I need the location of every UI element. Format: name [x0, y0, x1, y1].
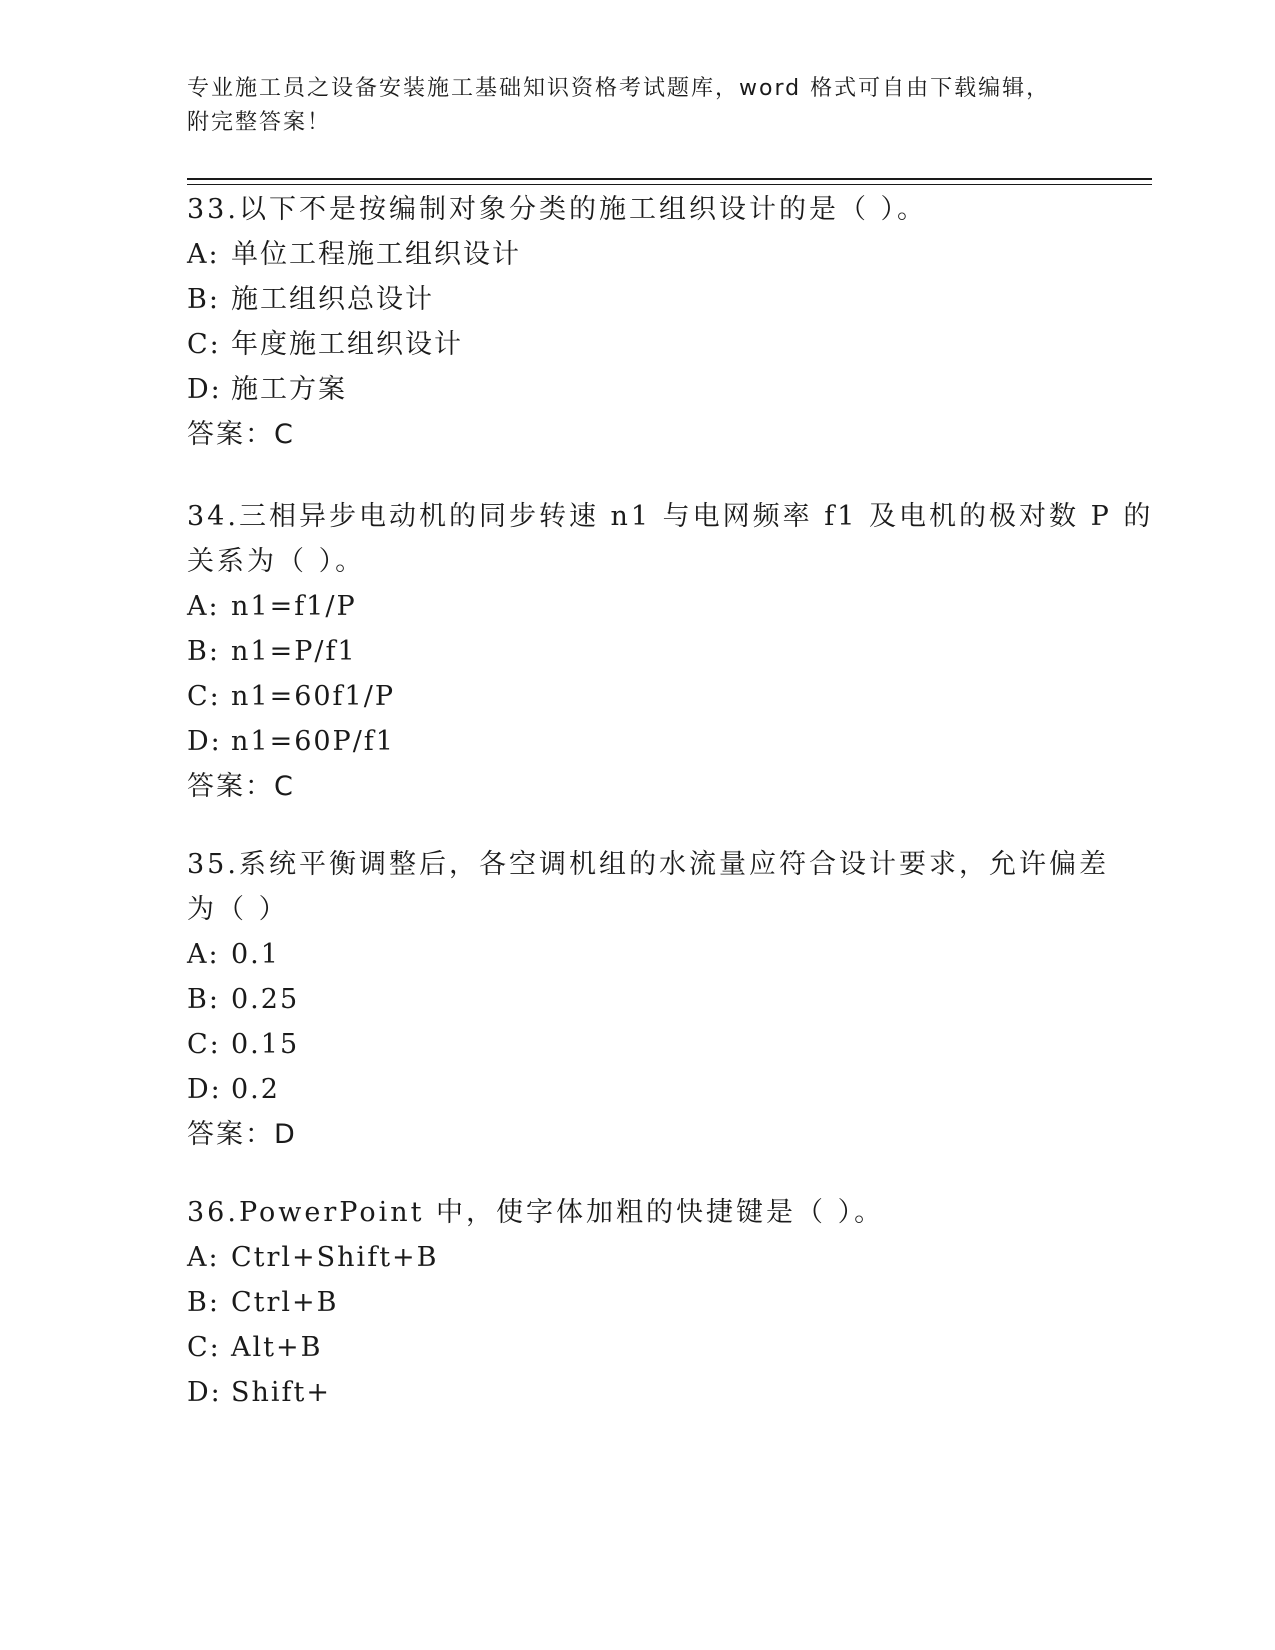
option-b [187, 629, 1087, 674]
header-divider-thin [187, 184, 1152, 185]
option-letter: A: [187, 591, 220, 622]
option-text: Ctrl+Shift+B [231, 1242, 439, 1273]
option-letter: B: [187, 284, 220, 315]
option-letter: A: [187, 939, 220, 970]
option-letter: D: [187, 1377, 222, 1408]
option-text: 0.15 [231, 1029, 300, 1060]
option-a [187, 1235, 1087, 1280]
stem-line: 为（ ） [187, 894, 289, 925]
question-33 [187, 187, 1087, 457]
option-letter: C: [187, 1029, 221, 1060]
option-b [187, 1280, 1087, 1325]
document-header [187, 72, 1087, 140]
option-c [187, 674, 1087, 719]
option-letter: D: [187, 374, 222, 405]
option-text: 0.1 [231, 939, 280, 970]
option-letter: D: [187, 1074, 222, 1105]
option-text: 0.2 [231, 1074, 280, 1105]
question-stem [187, 1190, 1087, 1235]
option-a [187, 232, 1087, 277]
option-text: Shift+ [231, 1377, 331, 1408]
option-letter: C: [187, 1332, 221, 1363]
option-text: n1=60f1/P [231, 681, 395, 712]
option-d [187, 367, 1087, 412]
option-text: 施工组织总设计 [231, 284, 434, 315]
question-stem [187, 494, 1154, 584]
question-34 [187, 494, 1154, 809]
option-b [187, 277, 1087, 322]
option-text: 施工方案 [231, 374, 347, 405]
question-36 [187, 1190, 1087, 1415]
option-d [187, 1067, 1087, 1112]
stem-line: 33.以下不是按编制对象分类的施工组织设计的是（ ）。 [187, 194, 928, 225]
header-divider-thick [187, 178, 1152, 180]
option-text: Alt+B [231, 1332, 323, 1363]
option-text: n1=P/f1 [231, 636, 357, 667]
option-c [187, 1022, 1087, 1067]
option-text: 单位工程施工组织设计 [231, 239, 521, 270]
option-d [187, 1370, 1087, 1415]
answer-line: 答案：D [187, 1119, 297, 1150]
option-text: n1=60P/f1 [231, 726, 395, 757]
option-letter: B: [187, 636, 220, 667]
answer-line: 答案：C [187, 419, 295, 450]
option-letter: B: [187, 1287, 220, 1318]
header-line-1: 专业施工员之设备安装施工基础知识资格考试题库，word 格式可自由下载编辑， [187, 76, 1051, 101]
option-b [187, 977, 1087, 1022]
question-35 [187, 842, 1109, 1157]
option-d [187, 719, 1087, 764]
answer-line: 答案：C [187, 771, 295, 802]
option-letter: C: [187, 329, 221, 360]
option-letter: A: [187, 1242, 220, 1273]
option-a [187, 932, 1087, 977]
option-a [187, 584, 1087, 629]
stem-line: 关系为（ ）。 [187, 546, 366, 577]
option-c [187, 1325, 1087, 1370]
stem-line: 36.PowerPoint 中，使字体加粗的快捷键是（ ）。 [187, 1197, 885, 1228]
option-letter: B: [187, 984, 220, 1015]
option-text: n1=f1/P [231, 591, 357, 622]
header-line-2: 附完整答案！ [187, 110, 332, 135]
option-text: Ctrl+B [231, 1287, 339, 1318]
option-text: 0.25 [231, 984, 300, 1015]
option-c [187, 322, 1087, 367]
question-stem [187, 187, 1087, 232]
stem-line: 34.三相异步电动机的同步转速 n1 与电网频率 f1 及电机的极对数 P 的 [187, 501, 1154, 532]
question-stem [187, 842, 1109, 932]
option-letter: C: [187, 681, 221, 712]
option-letter: A: [187, 239, 220, 270]
option-text: 年度施工组织设计 [231, 329, 463, 360]
option-letter: D: [187, 726, 222, 757]
stem-line: 35.系统平衡调整后，各空调机组的水流量应符合设计要求，允许偏差 [187, 849, 1109, 880]
